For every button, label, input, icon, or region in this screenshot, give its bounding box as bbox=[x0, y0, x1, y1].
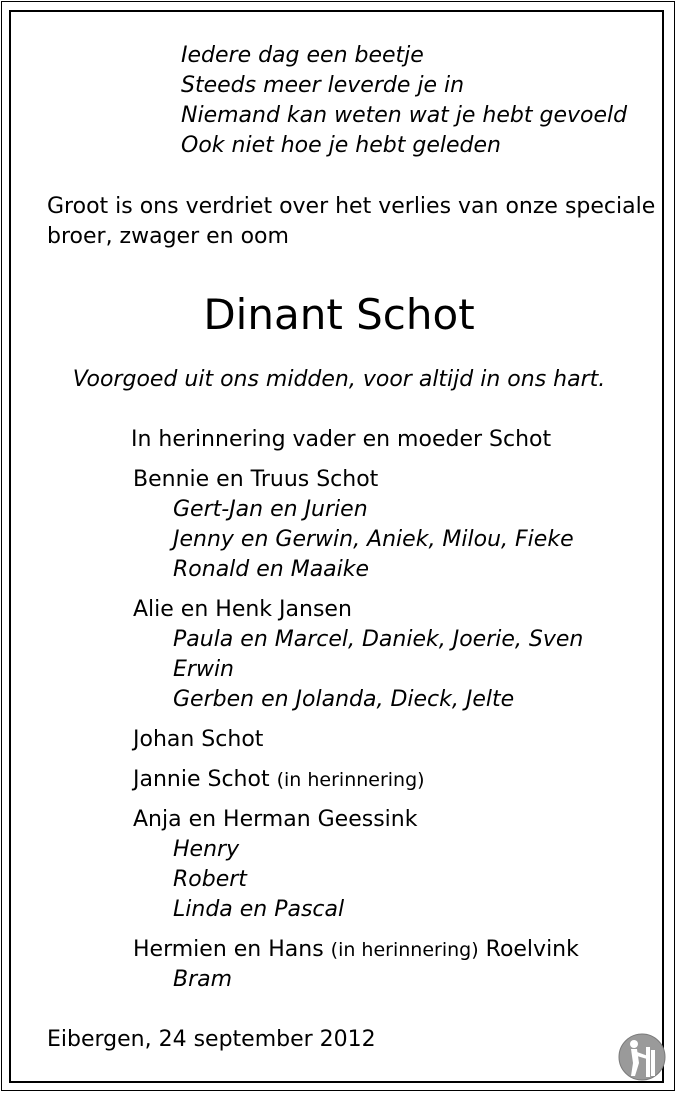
memorial-note: (in herinnering) bbox=[330, 939, 479, 961]
family-child: Jenny en Gerwin, Aniek, Milou, Fieke bbox=[173, 527, 574, 552]
intro-line-2: broer, zwager en oom bbox=[47, 224, 289, 249]
family-head: Alie en Henk Jansen bbox=[133, 597, 352, 622]
memorial-note: (in herinnering) bbox=[276, 769, 425, 791]
family-child: Gerben en Jolanda, Dieck, Jelte bbox=[173, 687, 515, 712]
family-child: Gert-Jan en Jurien bbox=[173, 497, 368, 522]
family-head-row bbox=[133, 765, 425, 795]
family-child: Henry bbox=[173, 837, 240, 862]
family-head: Anja en Herman Geessink bbox=[133, 807, 418, 832]
family-child: Robert bbox=[173, 867, 247, 892]
poem-line-3: Niemand kan weten wat je hebt gevoeld bbox=[181, 103, 628, 128]
memorial-figure-icon bbox=[618, 1032, 666, 1082]
family-child: Linda en Pascal bbox=[173, 897, 345, 922]
family-child: Ronald en Maaike bbox=[173, 557, 370, 582]
family-child: Erwin bbox=[173, 657, 234, 682]
family-child: Bram bbox=[173, 967, 233, 992]
family-child: Paula en Marcel, Daniek, Joerie, Sven bbox=[173, 627, 584, 652]
intro-line-1: Groot is ons verdriet over het verlies van onze speciale bbox=[47, 194, 656, 219]
motto: Voorgoed uit ons midden, voor altijd in ons hart. bbox=[72, 367, 606, 392]
family-head: Jannie Schot bbox=[133, 767, 270, 792]
family-head: Hermien en Hans bbox=[133, 937, 324, 962]
poem-line-2: Steeds meer leverde je in bbox=[181, 73, 465, 98]
poem-line-1: Iedere dag een beetje bbox=[181, 43, 424, 68]
family-head: Bennie en Truus Schot bbox=[133, 467, 379, 492]
memorial-parents: In herinnering vader en moeder Schot bbox=[131, 427, 552, 452]
place-date: Eibergen, 24 september 2012 bbox=[47, 1027, 376, 1052]
family-head-suffix: Roelvink bbox=[485, 937, 579, 962]
family-head: Johan Schot bbox=[133, 727, 264, 752]
deceased-name: Dinant Schot bbox=[203, 290, 475, 339]
family-head-row bbox=[133, 935, 579, 965]
poem-line-4: Ook niet hoe je hebt geleden bbox=[181, 133, 501, 158]
